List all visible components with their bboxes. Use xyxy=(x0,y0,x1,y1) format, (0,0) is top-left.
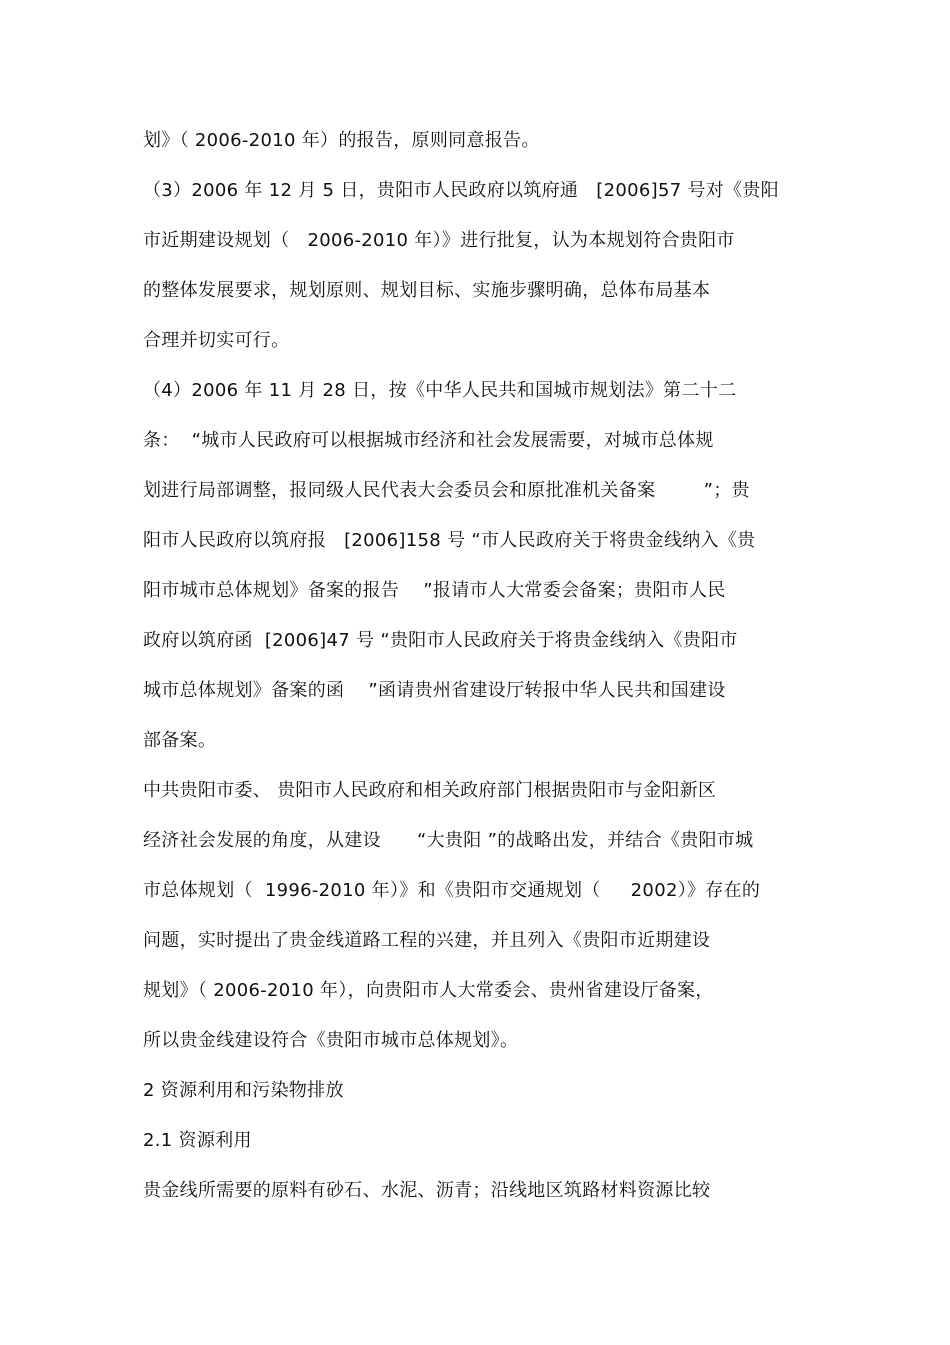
text-line: 划进行局部调整，报同级人民代表大会委员会和原批准机关备案 ”；贵 xyxy=(143,480,750,501)
text-line: 部备案。 xyxy=(143,730,217,751)
text-line: 政府以筑府函 [2006]47 号 “贵阳市人民政府关于将贵金线纳入《贵阳市 xyxy=(143,630,738,651)
text-line: 市近期建设规划（ 2006-2010 年）》进行批复，认为本规划符合贵阳市 xyxy=(143,230,735,251)
text-line: 所以贵金线建设符合《贵阳市城市总体规划》。 xyxy=(143,1030,519,1051)
text-line: 市总体规划（ 1996-2010 年）》和《贵阳市交通规划（ 2002）》存在的 xyxy=(143,880,761,901)
text-line: 阳市人民政府以筑府报 [2006]158 号 “市人民政府关于将贵金线纳入《贵 xyxy=(143,530,756,551)
text-line: 规划》（ 2006-2010 年），向贵阳市人大常委会、贵州省建设厅备案， xyxy=(143,980,714,1001)
text-line: 阳市城市总体规划》备案的报告 ”报请市人大常委会备案；贵阳市人民 xyxy=(143,580,726,601)
text-line: 条： “城市人民政府可以根据城市经济和社会发展需要，对城市总体规 xyxy=(143,430,714,451)
text-line: 问题，实时提出了贵金线道路工程的兴建，并且列入《贵阳市近期建设 xyxy=(143,930,711,951)
text-line: 城市总体规划》备案的函 ”函请贵州省建设厅转报中华人民共和国建设 xyxy=(143,680,726,701)
text-line: 的整体发展要求，规划原则、规划目标、实施步骤明确，总体布局基本 xyxy=(143,280,711,301)
text-line: 划》（ 2006-2010 年）的报告，原则同意报告。 xyxy=(143,130,540,151)
subsection-heading: 2.1 资源利用 xyxy=(143,1130,252,1151)
text-line: 贵金线所需要的原料有砂石、水泥、沥青；沿线地区筑路材料资源比较 xyxy=(143,1180,711,1201)
section-heading: 2 资源利用和污染物排放 xyxy=(143,1080,344,1101)
text-line: 中共贵阳市委、 贵阳市人民政府和相关政府部门根据贵阳市与金阳新区 xyxy=(143,780,717,801)
text-line: 经济社会发展的角度，从建设 “大贵阳 ”的战略出发，并结合《贵阳市城 xyxy=(143,830,754,851)
text-line: 合理并切实可行。 xyxy=(143,330,290,351)
text-line: （3）2006 年 12 月 5 日，贵阳市人民政府以筑府通 [2006]57 号对《贵阳 xyxy=(143,180,779,201)
text-line: （4）2006 年 11 月 28 日，按《中华人民共和国城市规划法》第二十二 xyxy=(143,380,737,401)
